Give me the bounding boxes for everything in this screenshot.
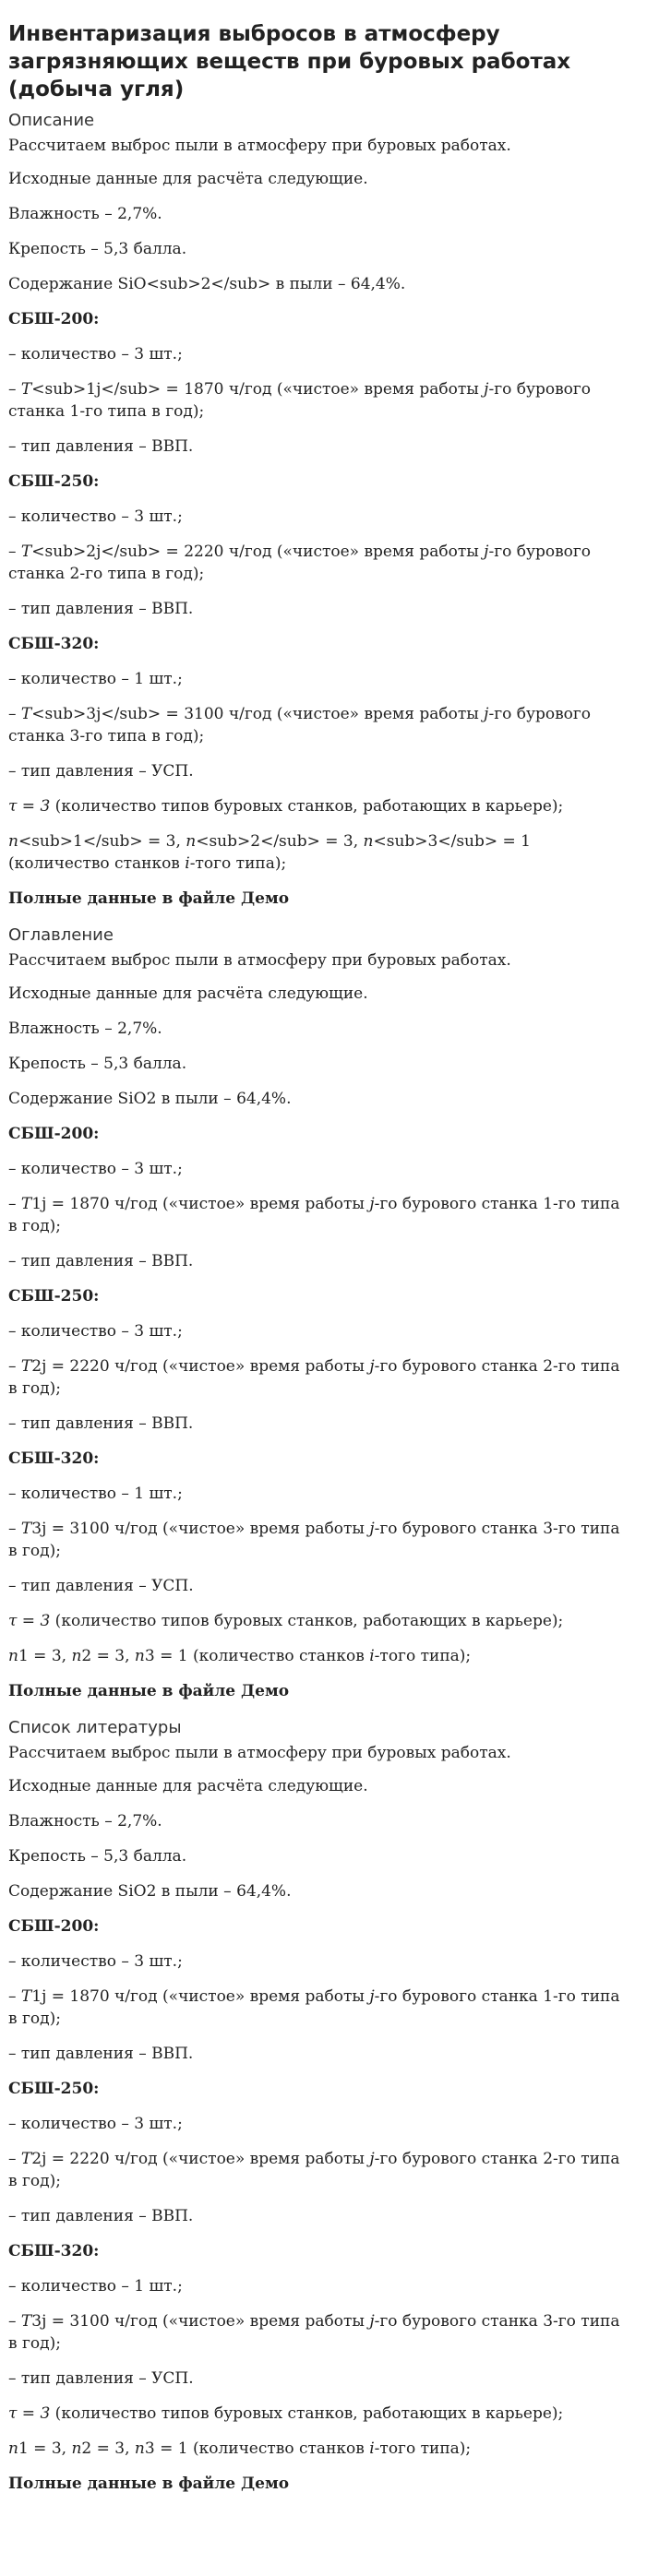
text-run: 3j = 3100 ч/год («чистое» время работы [31,1520,370,1538]
paragraph: – тип давления – ВВП. [8,1252,194,1270]
text-run: 2 = 3, [81,1647,135,1665]
paragraph [8,2148,630,2192]
paragraph: – количество – 3 шт.; [8,1322,183,1341]
text-run: T [20,380,32,399]
paragraph [8,2310,630,2355]
text-run: (количество типов буровых станков, работающих в карьере); [50,797,564,816]
demo-note: Полные данные в файле Демо [8,889,290,908]
paragraph [8,1986,630,2030]
text-run: T [20,1520,32,1538]
text-run: T [20,1357,32,1376]
text-run: j [369,2150,375,2168]
text-run: – [8,705,21,723]
equipment-heading: СБШ-200: [8,1917,100,1936]
text-run: τ = 3 [8,2404,51,2423]
text-run: <sub>2</sub> = 3, [196,832,364,851]
text-run: n [363,832,374,851]
text-run: (количество типов буровых станков, работающих в карьере); [50,1612,564,1630]
paragraph [8,1610,630,1632]
paragraph [8,1355,630,1400]
text-run: n [134,1647,145,1665]
section [8,1718,630,2495]
text-run: T [20,2312,32,2331]
equipment-heading: СБШ-250: [8,472,100,491]
paragraph: Рассчитаем выброс пыли в атмосферу при буровых работах. [8,137,511,155]
equipment-heading: СБШ-200: [8,310,100,328]
text-run: <sub>3</sub> = 1 (количество станков [8,832,531,873]
equipment-heading: СБШ-320: [8,2242,100,2260]
equipment-heading: СБШ-320: [8,635,100,653]
text-run: <sub>1</sub> = 3, [18,832,186,851]
text-run: -го бурового станка 2-го типа в год); [8,2150,620,2190]
text-run: <sub>3j</sub> = 3100 ч/год («чистое» время работы [31,705,485,723]
text-run: i [369,1647,375,1665]
text-run: -го бурового станка 1-го типа в год); [8,1195,620,1235]
text-run: i [369,2439,375,2458]
text-run: n [134,2439,145,2458]
page-title: Инвентаризация выбросов в атмосферу загрязняющих веществ при буровых работах (добыча угля) [8,22,571,101]
paragraph [8,703,630,747]
section-heading: Оглавление [8,925,114,945]
paragraph: Содержание SiO2 в пыли – 64,4%. [8,1090,292,1108]
text-run: n [8,832,18,851]
paragraph: Исходные данные для расчёта следующие. [8,1777,368,1795]
paragraph [8,2403,630,2425]
section-heading: Список литературы [8,1718,182,1737]
text-run: -го бурового станка 3-го типа в год); [8,1520,620,1560]
text-run: -го бурового станка 3-го типа в год); [8,2312,620,2353]
paragraph: – тип давления – ВВП. [8,600,194,618]
paragraph: Рассчитаем выброс пыли в атмосферу при буровых работах. [8,951,511,970]
paragraph: – тип давления – ВВП. [8,437,194,456]
paragraph: Крепость – 5,3 балла. [8,1847,187,1866]
text-run: 1 = 3, [18,2439,72,2458]
equipment-heading: СБШ-250: [8,2080,100,2098]
text-run: – [8,2312,21,2331]
text-run: 3 = 1 (количество станков [144,1647,370,1665]
text-run: j [369,1987,375,2006]
text-run: – [8,1987,21,2006]
equipment-heading: СБШ-250: [8,1287,100,1306]
paragraph: – тип давления – УСП. [8,1577,194,1595]
text-run: – [8,543,21,561]
paragraph: – количество – 1 шт.; [8,670,183,688]
text-run: – [8,1195,21,1213]
text-run: -го бурового станка 3-го типа в год); [8,705,592,745]
paragraph: – тип давления – УСП. [8,762,194,781]
paragraph [8,1645,630,1667]
paragraph: – количество – 3 шт.; [8,507,183,526]
text-run: 2 = 3, [81,2439,135,2458]
text-run: 3 = 1 (количество станков [144,2439,370,2458]
text-run: – [8,1357,21,1376]
text-run: j [369,1520,375,1538]
text-run: j [484,705,489,723]
paragraph [8,795,630,817]
text-run: <sub>1j</sub> = 1870 ч/год («чистое» время работы [31,380,485,399]
text-run: – [8,380,21,399]
text-run: i [185,854,190,873]
text-run: n [186,832,197,851]
text-run: n [8,2439,18,2458]
paragraph: Исходные данные для расчёта следующие. [8,170,368,188]
text-run: -того типа); [374,1647,472,1665]
text-run: T [20,543,32,561]
text-run: 3j = 3100 ч/год («чистое» время работы [31,2312,370,2331]
equipment-heading: СБШ-320: [8,1449,100,1468]
text-run: T [20,705,32,723]
text-run: j [369,1195,375,1213]
paragraph [8,1518,630,1562]
paragraph: – тип давления – ВВП. [8,2045,194,2063]
text-run: -го бурового станка 2-го типа в год); [8,1357,620,1398]
text-run: 2j = 2220 ч/год («чистое» время работы [31,2150,370,2168]
text-run: -го бурового станка 1-го типа в год); [8,1987,620,2028]
text-run: -того типа); [189,854,287,873]
text-run: – [8,1520,21,1538]
text-run: 2j = 2220 ч/год («чистое» время работы [31,1357,370,1376]
paragraph [8,830,630,875]
text-run: j [484,380,489,399]
paragraph: – количество – 1 шт.; [8,2277,183,2296]
text-run: n [71,1647,82,1665]
paragraph: Исходные данные для расчёта следующие. [8,984,368,1003]
paragraph: Рассчитаем выброс пыли в атмосферу при буровых работах. [8,1744,511,1762]
paragraph: Крепость – 5,3 балла. [8,240,187,258]
text-run: T [20,2150,32,2168]
text-run: τ = 3 [8,1612,51,1630]
paragraph: – тип давления – ВВП. [8,2207,194,2225]
paragraph: – тип давления – УСП. [8,2369,194,2388]
paragraph [8,378,630,423]
paragraph: – количество – 3 шт.; [8,2115,183,2133]
text-run: -го бурового станка 2-го типа в год); [8,543,592,583]
paragraph [8,2438,630,2460]
text-run: -того типа); [374,2439,472,2458]
paragraph: Крепость – 5,3 балла. [8,1055,187,1073]
text-run: τ = 3 [8,797,51,816]
text-run: 1j = 1870 ч/год («чистое» время работы [31,1195,370,1213]
text-run: (количество типов буровых станков, работающих в карьере); [50,2404,564,2423]
paragraph [8,1193,630,1237]
section [8,925,630,1702]
paragraph: Влажность – 2,7%. [8,205,162,223]
section [8,111,630,910]
equipment-heading: СБШ-200: [8,1125,100,1143]
text-run: T [20,1195,32,1213]
paragraph: – количество – 3 шт.; [8,345,183,364]
paragraph: – количество – 3 шт.; [8,1952,183,1971]
text-run: j [369,2312,375,2331]
paragraph: Содержание SiO<sub>2</sub> в пыли – 64,4%. [8,275,406,293]
text-run: <sub>2j</sub> = 2220 ч/год («чистое» время работы [31,543,485,561]
document-body [8,111,630,2495]
text-run: n [8,1647,18,1665]
paragraph: Влажность – 2,7%. [8,1020,162,1038]
paragraph [8,541,630,585]
section-heading: Описание [8,111,95,130]
text-run: 1 = 3, [18,1647,72,1665]
demo-note: Полные данные в файле Демо [8,1682,290,1700]
text-run: j [369,1357,375,1376]
paragraph: – количество – 1 шт.; [8,1485,183,1503]
text-run: j [484,543,489,561]
paragraph: Влажность – 2,7%. [8,1812,162,1831]
paragraph: Содержание SiO2 в пыли – 64,4%. [8,1882,292,1901]
paragraph: – количество – 3 шт.; [8,1160,183,1178]
text-run: n [71,2439,82,2458]
text-run: 1j = 1870 ч/год («чистое» время работы [31,1987,370,2006]
text-run: T [20,1987,32,2006]
demo-note: Полные данные в файле Демо [8,2475,290,2493]
paragraph: – тип давления – ВВП. [8,1414,194,1433]
text-run: -го бурового станка 1-го типа в год); [8,380,592,421]
text-run: – [8,2150,21,2168]
